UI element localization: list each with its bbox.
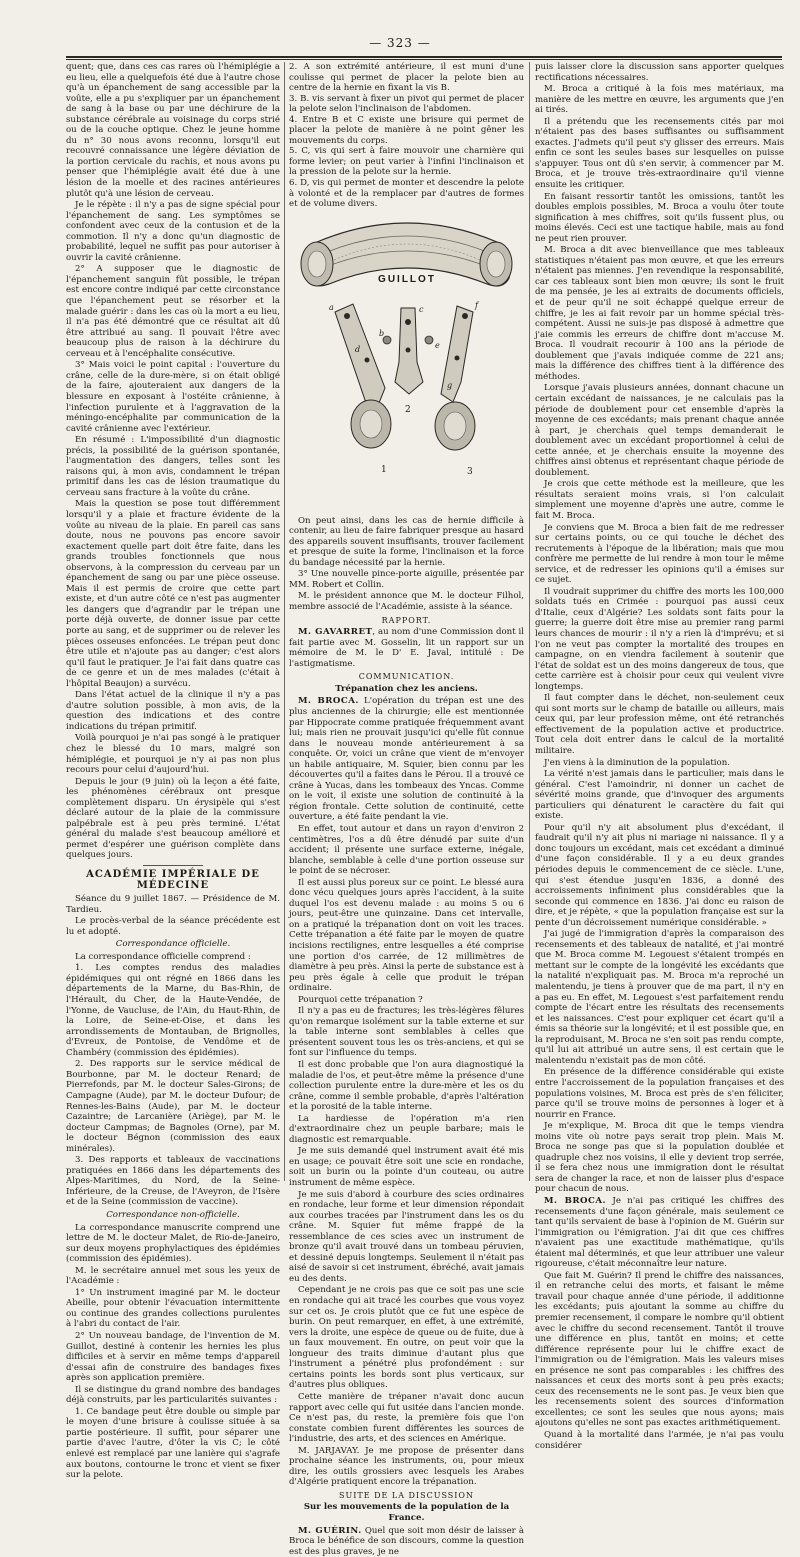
paragraph-text: Quel que soit mon désir de laisser à Broca le bénéfice de son discours, comme la question est des plus graves, je ne bbox=[289, 1525, 525, 1557]
paragraph: Quand à la mortalité dans l'armée, je n'ai pas voulu considérer bbox=[535, 1430, 784, 1451]
speaker-name: M. BROCA. bbox=[544, 1195, 607, 1206]
paragraph: Il faut compter dans le déchet, non-seulement ceux qui sont morts sur le champ de bataille ou ailleurs, mais ceux qui, par leur profession même, ont été retranchés effectivement de la population active et productrice. Tout cela doit entrer dans le calcul de la mortalité militaire. bbox=[535, 693, 784, 756]
paragraph: La vérité n'est jamais dans le particulier, mais dans le général. C'est l'amoindrir, ni donner un cachet de sévérité moins grande, que d'invoquer des arguments particuliers qui dénaturent le caractère du fait qui existe. bbox=[535, 769, 784, 822]
figure-label: 2 bbox=[405, 404, 411, 415]
header-rule-thin bbox=[66, 59, 782, 60]
paragraph: 1. Ce bandage peut être double ou simple par le moyen d'une brisure à coulisse située à sa partie postérieure. Il suffit, pour séparer une partie d'avec l'autre, d'ôter la vis C; le côté enlevé est remplacé par une lanière qui s'agrafe aux boutons, contourne le tronc et vient se fixer sur la pelote. bbox=[66, 1406, 280, 1481]
paragraph: Je me suis demandé quel instrument avait été mis en usage; ce pouvait être soit une scie en rondache, soit un burin ou la pointe d'un couteau, ou autre instrument de même espèce. bbox=[289, 1146, 524, 1189]
paragraph: Il se distingue du grand nombre des bandages déjà construits, par les particularités suivantes : bbox=[66, 1384, 280, 1406]
figure-label: 1 bbox=[381, 464, 387, 475]
paragraph-text: L'opération du trépan est une des plus anciennes de la chirurgie; elle est mentionnée par Hippocrate comme pratiquée fréquemment avant lui; mais rien ne prouvait jusqu'ici qu'elle fût connue dans le nouveau monde antérieurement à sa conquête. Or, voici un crâne que vient de m'envoyer un habile antiquaire, M. Squier, bien connu par les découvertes qu'il a faites dans le Pérou. Il a trouvé ce crâne à Yucas, dans les tombeaux des Yncas. Comme on le voit, il existe une solution de continuité à la région frontale. Cette solution de continuité, cette ouverture, a été faite pendant la vie. bbox=[289, 696, 524, 823]
paragraph bbox=[289, 1526, 524, 1557]
paragraph: 2° A supposer que le diagnostic de l'épanchement sanguin fût possible, le trépan est encore contre indiqué par cette circonstance que l'épanchement peut se résorber et la malade guérir : dans les cas où la mort a eu lieu, il n'a pas été démontré que ce résultat ait dû être attribué au sang. Il pouvait l'être avec beaucoup plus de raison à la déchirure du cerveau et à l'encéphalite consécutive. bbox=[66, 264, 280, 359]
paragraph: Je le répète : il n'y a pas de signe spécial pour l'épanchement de sang. Les symptômes se confondent avec ceux de la contusion et de la commotion. Il n'y a donc qu'un diagnostic de probabilité, lequel ne suffit pas pour autoriser à ouvrir la cavité crânienne. bbox=[66, 200, 280, 263]
paragraph: M. Broca a critiqué à la fois mes matériaux, ma manière de les mettre en œuvre, les arguments que j'en ai tirés. bbox=[535, 84, 784, 116]
paragraph bbox=[289, 696, 524, 823]
paragraph-text: Je n'ai pas critiqué les chiffres des recensements d'une façon générale, mais seulement ce tant qu'ils servaient de base à l'opinion de M. Guérin sur l'immigration ou l'émigration. J'ai dit que ces chiffres n'avaient pas une exactitude mathématique, qu'ils étaient mal déterminés, et que leur attribuer une valeur rigoureuse, c'était méconnaître leur nature. bbox=[535, 1195, 784, 1270]
communication-heading: COMMUNICATION. bbox=[358, 672, 455, 682]
paragraph: 3° Une nouvelle pince-porte aiguille, présentée par MM. Robert et Collin. bbox=[289, 569, 524, 590]
paragraph: Que fait M. Guérin? Il prend le chiffre des naissances, il en retranche celui des morts, et faisant le même travail pour chaque année d'une période, il additionne les excédants; puis ajoutant la somme au chiffre du premier recensement, il compare le nombre qu'il obtient avec le chiffre du second recensement. Tantôt il trouve une différence en plus, tantôt en moins; et cette différence représente pour lui le chiffre exact de l'immigration ou de l'émigration. Mais les valeurs mises en présence ne sont pas comparables : les chiffres des naissances et ceux des morts sont à peu près exacts; ceux des recensements ne le sont pas. Je veux bien que les recensements soient des sources d'information excellentes; ce sont les seules que nous ayons; mais ajoutons qu'elles ne sont pas exactes arithmétiquement. bbox=[535, 1270, 784, 1429]
paragraph: 2. A son extrémité antérieure, il est muni d'une coulisse qui permet de placer la pelote bien au centre de la hernie en fixant la vis B. 3. B. vis servant à fixer un pivot qui permet de placer la pelote selon l'inclinaison de l'abdomen. 4. Entre B et C existe une brisure qui permet de placer la pelote de manière à ne point gêner les mouvements du corps. 5. C, vis qui sert à faire mouvoir une charnière qui forme levier; on peut varier à l'infini l'inclinaison et la pression de la pelote sur la hernie. 6. D, vis qui permet de monter et descendre la pelote à volonté et de la remplacer par d'autres de formes et de volume divers. bbox=[289, 62, 524, 210]
page-number: — 323 — bbox=[369, 36, 431, 50]
paragraph: Il n'y a pas eu de fractures; les très-légères fêlures qu'on remarque isolément sur la table externe et sur la table interne sont semblables à celles que présentent souvent tous les os très-anciens, et qui se font sur l'influence du temps. bbox=[289, 1006, 524, 1059]
paragraph: J'en viens à la diminution de la population. bbox=[544, 757, 730, 768]
bandage-illustration-svg bbox=[289, 212, 524, 512]
paragraph: 2° Un nouveau bandage, de l'invention de M. Guillot, destiné à contenir les hernies les plus difficiles et à servir en même temps d'appareil d'essai afin de construire des bandages fixes après son application première. bbox=[66, 1330, 280, 1384]
paragraph: En faisant ressortir tantôt les omissions, tantôt les doubles emplois possibles, M. Broca a voulu ôter toute signification à mes chiffres, soit qu'ils fussent plus, ou moins élevés. Ceci est une tactique habile, mais au fond ne peut rien prouver. bbox=[535, 191, 784, 244]
discussion-title: Sur les mouvements de la population de la France. bbox=[303, 1502, 510, 1523]
paragraph: Pourquoi cette trépanation ? bbox=[298, 994, 423, 1005]
paragraph: Je conviens que M. Broca a bien fait de me redresser sur certains points, ou ce qui touche le déchet des recrutements à l'époque de la libération; mais que mou confrère me permette de lui rendre à mon tour le même service, et de redresser les opinions qu'il a émises sur ce sujet. bbox=[535, 522, 784, 586]
paragraph: Il est donc probable que l'on aura diagnostiqué la maladie de l'os, et peut-être même la présence d'une collection purulente entre la dure-mère et les os du crâne, comme il semble probable, d'après l'altération et la porosité de la table interne. bbox=[289, 1060, 524, 1113]
official-correspondence-heading: Correspondance officielle. bbox=[115, 939, 231, 950]
paragraph: Pour qu'il n'y ait absolument plus d'excédant, il faudrait qu'il n'y ait plus ni mariage ni naissance. Il y a donc toujours un excédant, mais cet excédant a diminué d'une façon considérable. Il y a eu deux grandes périodes depuis le commencement de ce siècle. L'une, qui s'est étendue jusqu'en 1836, a donné des accroissements infiniment plus considérables que la seconde qui commence en 1836. J'ai donc eu raison de dire, et je répète, « que la population française est sur la pente d'un décroissement numérique considérable. » bbox=[535, 822, 784, 928]
paragraph: En résumé : L'impossibilité d'un diagnostic précis, la possibilité de la guérison spontanée, l'augmentation des dangers, telles sont les raisons qui, à mon avis, condamnent le trépan primitif dans les cas de lésion traumatique du cerveau sans fracture à la voûte du crâne. bbox=[66, 435, 280, 498]
discussion-heading: SUITE DE LA DISCUSSION bbox=[339, 1490, 474, 1500]
paragraph: Je crois que cette méthode est la meilleure, que les résultats seraient moins vrais, si l'on calculait simplement une moyenne d'après une autre, comme le fait M. Broca. bbox=[535, 479, 784, 521]
paragraph: 3. Des rapports et tableaux de vaccinations pratiquées en 1866 dans les départements des Alpes-Maritimes, du Nord, de la Seine-Inférieure, de la Creuse, de l'Aveyron, de l'Isère et de la Seine (commission de vaccine). bbox=[66, 1155, 280, 1208]
column-divider bbox=[529, 62, 530, 1181]
figure-label: c bbox=[419, 304, 424, 314]
paragraph: Cependant je ne crois pas que ce soit pas une scie en rondache qui ait tracé les courbes que vous voyez sur cet os. Je crois plutôt que ce fut une espèce de burin. On peut remarquer, en effet, à une extrémité, vers la droite, une espèce de queue ou de fuite, due à un faux mouvement. En outre, on peut voir que la longueur des traits diminue d'autant plus que l'instrument a pénétré plus profondément : sur certains points les bords sont plus verticaux, sur d'autres plus obliques. bbox=[289, 1285, 524, 1391]
paragraph: J'ai jugé de l'immigration d'après la comparaison des recensements et des tableaux de natalité, et j'ai montré que M. Broca comme M. Legouest s'étaient trompés en mettant sur le compte de la longévité les excédants que la natalité n'expliquait pas. M. Broca m'a reproché un malentendu, je tiens à prouver que de ma part, il n'y en a pas eu. En effet, M. Legouest s'est parfaitement rendu compte de l'écart entre les résultats des recensements et les naissances. C'est pour expliquer cet écart qu'il a émis sa théorie sur la longévité; et il est possible que, en la reproduisant, M. Broca ne s'en soit pas rendu compte, qu'il lui ait attribué un autre sens, il est certain que le malentendu n'existait pas de mon côté. bbox=[535, 929, 784, 1066]
paragraph: La hardiesse de l'opération m'a rien d'extraordinaire chez un peuple barbare; mais le diagnostic est remarquable. bbox=[289, 1113, 524, 1145]
figure-label: e bbox=[435, 340, 440, 350]
paragraph bbox=[289, 627, 524, 669]
section-divider bbox=[143, 865, 203, 866]
figure-label: g bbox=[447, 380, 453, 390]
paragraph: En présence de la différence considérable qui existe entre l'accroissement de la population françaises et des populations voisines, M. Broca est près de s'en féliciter, parce qu'il se trouve moins de personnes à loger et à nourrir en France. bbox=[535, 1067, 784, 1120]
session-line: Séance du 9 juillet 1867. — Présidence de M. Tardieu. bbox=[66, 894, 280, 915]
paragraph: On peut ainsi, dans les cas de hernie difficile à contenir, au lieu de faire fabriquer presque au hasard des appareils souvent insuffisants, trouver facilement et presque de suite la forme, l'inclinaison et la force du bandage nécessité par la hernie. bbox=[289, 515, 524, 568]
header-rule bbox=[66, 56, 782, 58]
paragraph: Mais la question se pose tout différemment lorsqu'il y a plaie et fracture évidente de la voûte au niveau de la plaie. En pareil cas sans doute, nous ne pouvons pas encore savoir exactement quelle part doit être faite, dans les grands troubles fonctionnels que nous observons, à la compression du cerveau par un épanchement de sang ou par une pièce osseuse. Mais il est permis de croire que cette part existe, et d'un autre côté ce n'est pas augmenter les dangers que d'agrandir par le trépan une porte déjà ouverte, de donner issue par cette porte au sang, et de supprimer ou de relever les pièces osseuses enfoncées. Le trépan peut donc être utile et n'ajoute pas au danger; c'est alors qu'il faut le pratiquer. Je l'ai fait dans quatre cas de ce genre et un de mes malades (c'était à l'hôpital Beaujon) a survécu. bbox=[66, 499, 280, 689]
speaker-name: M. GAVARRET bbox=[298, 627, 373, 638]
paragraph: La correspondance officielle comprend : bbox=[75, 951, 251, 962]
report-heading: RAPPORT. bbox=[381, 615, 432, 625]
speaker-name: M. GUÉRIN. bbox=[298, 1525, 362, 1536]
communication-title: Trépanation chez les anciens. bbox=[335, 683, 478, 694]
figure-label: a bbox=[329, 302, 334, 312]
paragraph: 1° Un instrument imaginé par M. le docteur Abeille, pour obtenir l'évacuation intermittente ou continue des grandes collections purulentes à l'abri du contact de l'air. bbox=[66, 1287, 280, 1330]
paragraph: 2. Des rapports sur le service médical de Bourbonne, par M. le docteur Renard; de Pierrefonds, par M. le docteur Sales-Girons; de Campagne (Aude), par M. le docteur Dufour; de Rennes-les-Bains (Aude), par M. le docteur Cazaintre; de Larcanière (Ariège), par M. le docteur Campmas; de Bagnoles (Orne), par M. le docteur Bégnon (commission des eaux minérales). bbox=[66, 1059, 280, 1154]
page-header bbox=[0, 0, 800, 60]
academy-title: ACADÉMIE IMPÉRIALE DE MÉDECINE bbox=[86, 869, 260, 891]
minutes-line: Le procès-verbal de la séance précédente est lu et adopté. bbox=[66, 916, 280, 937]
paragraph: Depuis le jour (9 juin) où la leçon a été faite, les phénomènes cérébraux ont presque complètement disparu. Un érysipèle qui s'est déclaré autour de la plaie de la commissure palpébrale est à peu près terminé. L'état général du malade s'est beaucoup amélioré et permet d'espérer une guérison complète dans quelques jours. bbox=[66, 776, 280, 861]
paragraph: Cette manière de trépaner n'avait donc aucun rapport avec celle qui fut usitée dans l'ancien monde. Ce n'est pas, du reste, la première fois que l'on constate combien furent différentes les sources de l'industrie, des arts, et des sciences en Amérique. bbox=[289, 1391, 524, 1445]
speaker-name: M. BROCA. bbox=[298, 696, 359, 707]
figure-label: 3 bbox=[467, 466, 473, 477]
paragraph: Je me suis d'abord à courbure des scies ordinaires en rondache, leur forme et leur dimension répondait aux courbes tracées par l'instrument dans les os du crâne. M. Squier fut même frappé de la ressemblance de ces scies avec un instrument de bronze qu'il avait trouvé dans un tombeau péruvien, et dessiné depuis longtemps. Seulement il n'était pas aisé de savoir si cet instrument, ébréché, avait jamais eu des dents. bbox=[289, 1189, 524, 1284]
figure-label: f bbox=[475, 300, 478, 310]
paragraph: Il voudrait supprimer du chiffre des morts les 100,000 soldats tués en Crimée : pourquoi pas aussi ceux d'Italie, ceux d'Algérie? Les soldats sont faits pour la guerre; la guerre doit être mise au premier rang parmi leurs chances de mourir : il n'y a rien là d'imprévu; et si l'on ne veut pas compter la mortalité des troupes en campagne, on en viendra facilement à soutenir que l'état de soldat est un des moins dangereux de tous, que cette carrière est à choisir pour ceux qui veulent vivre longtemps. bbox=[535, 586, 784, 692]
paragraph: 1. Les comptes rendus des maladies épidémiques qui ont régné en 1866 dans les départements de la Marne, du Bas-Rhin, de l'Hérault, du Cher, de la Haute-Vendée, de l'Yonne, de Vaucluse, de l'Ain, du Haut-Rhin, de la Loire, de Seine-et-Oise, et dans les arrondissements de Montauban, de Brignolles, d'Evreux, de Pontoise, de Vendôme et de Chambéry (commission des épidémies). bbox=[66, 963, 280, 1058]
paragraph: En effet, tout autour et dans un rayon d'environ 2 centimètres, l'os a dû être dénudé par suite d'un accident; il présente une surface externe, inégale, blanche, semblable à celle d'une portion osseuse sur le point de se nécroser. bbox=[289, 823, 524, 877]
figure-label: d bbox=[355, 344, 361, 354]
column-right bbox=[535, 62, 784, 1451]
paragraph: M. le président annonce que M. le docteur Filhol, membre associé de l'Académie, assiste à la séance. bbox=[289, 591, 524, 613]
brand-label: GUILLOT bbox=[378, 273, 436, 285]
paragraph bbox=[535, 1196, 784, 1270]
nonofficial-correspondence-heading: Correspondance non-officielle. bbox=[106, 1209, 240, 1220]
paragraph-text: , au nom d'une Commission dont il fait partie avec M. Gosselin, lit un rapport sur un mémoire de M. le D' E. Javal, intitulé : De l'astigmatisme. bbox=[289, 627, 525, 669]
column-left bbox=[66, 62, 280, 1481]
column-divider bbox=[284, 62, 285, 1181]
paragraph: quent; que, dans ces cas rares où l'hémiplégie a eu lieu, elle a quelquefois été due à l'autre chose qu'à un épanchement de sang accessible par la voûte, elle a pu s'expliquer par un épanchement de sang à la base ou par une déchirure de la substance cérébrale au voisinage du corps strié ou de la couche optique. Chez le jeune homme du n° 30 nous avons reconnu, lorsqu'il eut recouvré connaissance une légère déviation de la portion cervicale du rachis, et nous avons pu penser que l'hémiplégie avait été due à une lésion de la moelle et des racines antérieures plutôt qu'à une lésion de cerveau. bbox=[66, 62, 280, 199]
paragraph: La correspondance manuscrite comprend une lettre de M. le docteur Malet, de Rio-de-Janeiro, sur deux moyens prophylactiques des épidémies (commission des épidémies). bbox=[66, 1222, 280, 1265]
column-middle bbox=[289, 62, 525, 1557]
paragraph: M. JARJAVAY. Je me propose de présenter dans prochaine séance les instruments, ou, pour mieux dire, les outils grossiers avec lesquels les Arabes d'Algérie pratiquent encore la trépanation. bbox=[289, 1445, 524, 1488]
paragraph: Dans l'état actuel de la clinique il n'y a pas d'autre solution possible, à mon avis, de la question des indications et des contre indications du trépan primitif. bbox=[66, 690, 280, 732]
paragraph: M. Broca a dit avec bienveillance que mes tableaux statistiques n'étaient pas mon œuvre, et que les erreurs n'étaient pas miennes. J'en revendique la responsabilité, car ces tableaux sont bien mon œuvre; ils sont le fruit de ma pensée, je les ai extraits de documents officiels, et de peur qu'il ne soit échappé quelque erreur de chiffre, je les ai fait revoir par un homme spécial très-compétent. Aussi ne suis-je pas disposé à admettre que j'aie commis les erreurs de chiffre dont m'accuse M. Broca. Il voudrait recourir à 100 ans la période de doublement que j'avais indiquée comme de 221 ans; mais la différence des chiffres tient à la différence des méthodes. bbox=[535, 245, 784, 382]
figure-label: b bbox=[379, 328, 385, 338]
paragraph: Lorsque j'avais plusieurs années, donnant chacune un certain excédant de naissances, je ne calculais pas la période de doublement pour cet ensemble d'après la moyenne de ces excédants; mais prenant chaque année à part, je cherchais quel temps demanderait le doublement avec un excédant proportionnel à celui de cette année, et je cherchais ensuite la moyenne des chiffres ainsi obtenus et représentant chaque période de doublement. bbox=[535, 383, 784, 478]
paragraph: Il a prétendu que les recensements cités par moi n'étaient pas des bases suffisantes ou suffisamment exactes. J'admets qu'il peut s'y glisser des erreurs. Mais enfin ce sont les seules bases sur lesquelles on puisse s'appuyer. Tous ont dû s'en servir, à commencer par M. Broca, et je trouve très-extraordinaire qu'il vienne ensuite les critiquer. bbox=[535, 116, 784, 191]
paragraph: 3° Mais voici le point capital : l'ouverture du crâne, celle de la dure-mère, si on était obligé de la faire, ajouteraient aux dangers de la blessure en exposant à l'ostéite crânienne, à l'infection purulente et à l'aggravation de la méningo-encéphalite par communication de la cavité crânienne avec l'extérieur. bbox=[66, 360, 280, 434]
paragraph: Voilà pourquoi je n'ai pas songé à le pratiquer chez le blessé du 10 mars, malgré son hémiplégie, et pourquoi je n'y ai pas non plus recours pour celui d'aujourd'hui. bbox=[66, 733, 280, 776]
paragraph: Il est aussi plus poreux sur ce point. Le blessé aura donc vécu quelques jours après l'accident, à la suite duquel l'os est devenu malade : au moins 5 ou 6 jours, peut-être une quinzaine. Dans cet intervalle, on a pratiqué la trépanation dont on voit les traces. Cette trépanation a été faite par le moyen de quatre incisions rectilignes, entre lesquelles a été comprise une portion d'os carrée, de 12 millimètres de diamètre à peu près. Ainsi la perte de substance est à peu près égale à celle que produit le trépan ordinaire. bbox=[289, 877, 524, 994]
paragraph: Je m'explique, M. Broca dit que le temps viendra moins vite où notre pays serait trop plein. Mais M. Broca ne songe pas que si la population doublée et quadruple chez nos voisins, il elle y devient trop serrée, il se fera chez nous une immigration dont le résultat sera de changer la race, et non de laisser plus d'espace pour chacun de nous. bbox=[535, 1121, 784, 1195]
paragraph: M. le secrétaire annuel met sous les yeux de l'Académie : bbox=[66, 1265, 280, 1287]
article-columns bbox=[66, 62, 784, 1557]
bandage-illustration bbox=[289, 212, 524, 512]
paragraph: puis laisser clore la discussion sans apporter quelques rectifications nécessaires. bbox=[535, 62, 784, 83]
